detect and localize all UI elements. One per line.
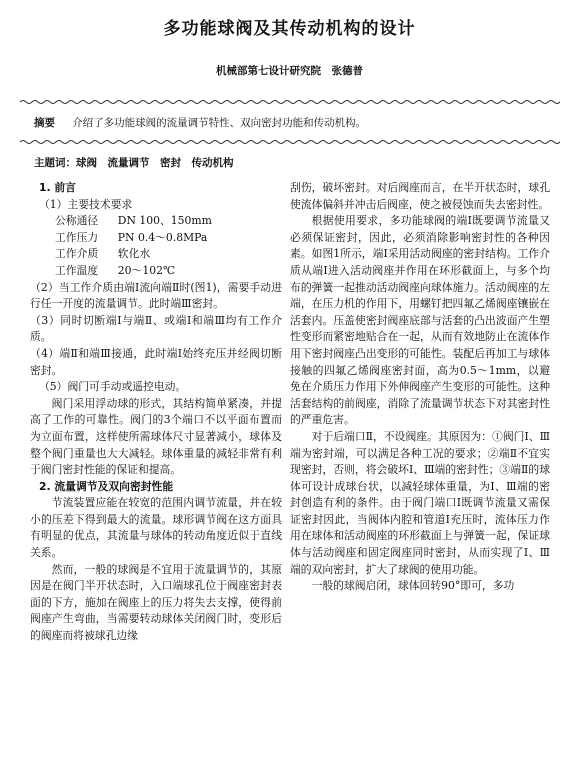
paragraph: （3）同时切断端Ⅰ与端Ⅱ、或端Ⅰ和端Ⅲ均有工作介质。 (30, 313, 282, 344)
paragraph: 节流装置应能在较宽的范围内调节流量，并在较小的压差下得到最大的流量。球形调节阀在这方面具有明显的优点，其流量与球体的转动角度近似于直线关系。 (30, 496, 282, 560)
requirements-heading: （1）主要技术要求 (39, 197, 133, 211)
spec-item: 工作介质 软化水 (55, 247, 151, 261)
spec-item: 工作温度 20～102℃ (55, 263, 176, 277)
abstract-label: 摘要 (34, 117, 55, 129)
paragraph: （4）端Ⅱ和端Ⅲ接通，此时端Ⅰ始终充压并经阀切断密封。 (30, 346, 282, 377)
section-heading-1: 1. 前言 (39, 181, 76, 194)
bottom-wavy-divider (20, 138, 560, 146)
top-wavy-divider (20, 98, 560, 106)
paragraph: 对于后端口Ⅱ，不设阀座。其原因为：①阀门Ⅰ、Ⅲ端为密封端，可以满足各种工况的要求；②端Ⅱ不宜实现密封，否则，将会破坏Ⅰ、Ⅲ端的密封性；③端Ⅱ的球体可设计成球台状，以减轻球体重量，为Ⅰ、Ⅲ端的密封创造有利的条件。由于阀门端口Ⅰ既调节流量又需保证密封因此，当阀体内腔和管道Ⅰ充压时，流体压力作用在球体和活动阀座的环形截面上与弹簧一起，保证球体与活动阀座和固定阀座同时密封，从而实现了Ⅰ、Ⅲ端的双向密封，扩大了球阀的使用功能。 (290, 429, 550, 576)
spec-item: 工作压力 PN 0.4～0.8MPa (55, 230, 208, 244)
spec-list (30, 213, 282, 279)
paper-title: 多功能球阀及其传动机构的设计 (163, 19, 416, 39)
paragraph: （2）当工作介质由端Ⅰ流向端Ⅱ时(图1)，需要手动进行任一开度的流量调节。此时端Ⅲ密封。 (30, 280, 282, 311)
right-column (290, 180, 550, 595)
paragraph: 然而，一般的球阀是不宜用于流量调节的，其原因是在阀门半开状态时，入口端球孔位于阀座密封表面的下方，施加在阀座上的压力将失去支撑，使得前阀座产生弯曲，当需要转动球体关闭阀门时，变形后的阀座而将被球孔边缘 (30, 562, 282, 643)
section-heading-2: 2. 流量调节及双向密封性能 (39, 479, 174, 493)
author-line: 机械部第七设计研究院 张德普 (216, 65, 363, 77)
paragraph: 根据使用要求，多功能球阀的端Ⅰ既要调节流量又必须保证密封，因此，必须消除影响密封性的各种因素。如图1所示，端Ⅰ采用活动阀座的密封结构。工作介质从端Ⅰ进入活动阀座并作用在环形截面上，与多个均布的弹簧一起推动活动阀座向球体施力。活动阀座的左端，在压力机的作用下，用螺钉把四氟乙烯阀座镶嵌在活套内。压盖使密封阀座底部与活套的凸出波面产生塑性变形而紧密地贴合在一起，从而有效地防止在流体作用下密封阀座凸出变形的可能性。装配后再加工与球体接触的四氟乙烯阀座密封面，高为0.5～1mm，以避免在介质压力作用下外伸阀座产生变形的可能性。这种活套结构的前阀座，消除了流量调节状态下对其密封性的严重危害。 (290, 214, 550, 427)
keywords: 主题词：球阀 流量调节 密封 传动机构 (34, 157, 234, 169)
paragraph: 阀门采用浮动球的形式，其结构简单紧凑，并提高了工作的可靠性。阀门的3个端口不以平面布置而为立面布置，这样使所需球体尺寸显著减小，球体及整个阀门重量也大大减轻。球体重量的减轻非常有利于阀门密封性能的保证和提高。 (30, 396, 282, 477)
paragraph: 刮伤，破坏密封。对后阀座而言，在半开状态时，球孔使流体偏斜并冲击后阀座，使之被侵蚀而失去密封性。 (290, 181, 550, 211)
paragraph: 一般的球阀启闭，球体回转90°即可，多功 (311, 579, 515, 593)
abstract-text: 介绍了多功能球阀的流量调节特性、双向密封功能和传动机构。 (72, 117, 367, 129)
spec-item: 公称通径 DN 100、150mm (55, 214, 212, 228)
abstract (34, 116, 554, 130)
paragraph: （5）阀门可手动或遥控电动。 (39, 380, 187, 394)
left-column (30, 180, 282, 645)
